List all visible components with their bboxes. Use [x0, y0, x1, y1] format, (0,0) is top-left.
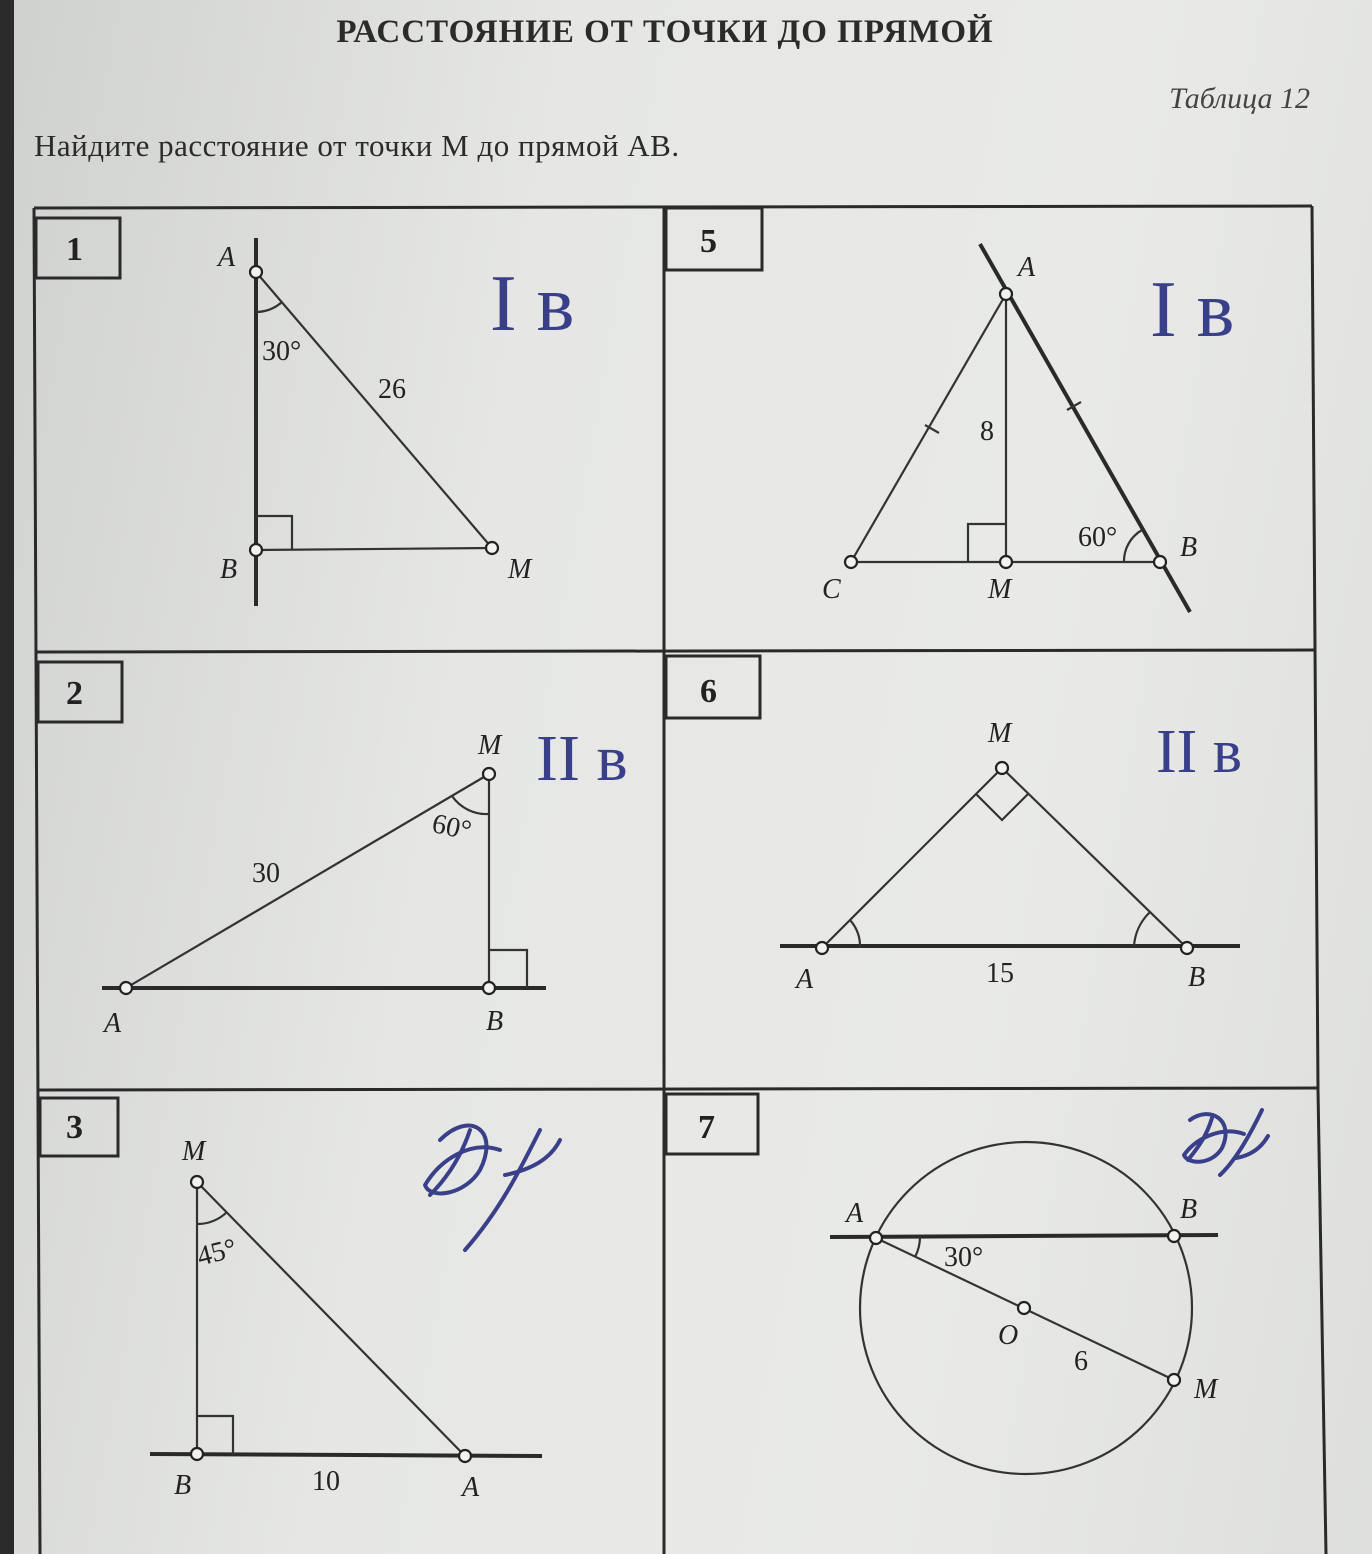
page-title: РАССТОЯНИЕ ОТ ТОЧКИ ДО ПРЯМОЙ: [336, 14, 994, 50]
point-c-label: C: [822, 574, 841, 605]
handwritten-note: I в: [490, 260, 575, 348]
point-a-label: A: [104, 1008, 122, 1039]
point-b-label: B: [174, 1470, 192, 1501]
angle-label: 45°: [194, 1232, 240, 1273]
problem-number-5: 5: [700, 223, 717, 260]
point-b-label: B: [1188, 962, 1206, 993]
figure-3: [150, 1126, 560, 1503]
angle-label: 60°: [429, 808, 475, 847]
handwritten-note: II в: [536, 722, 628, 795]
length-label: 30: [252, 858, 280, 889]
handwritten-mark: [425, 1126, 560, 1250]
length-label: 8: [980, 416, 994, 447]
point-m-label: M: [1194, 1374, 1218, 1405]
point-m-label: M: [508, 554, 532, 585]
point-b-label: B: [1180, 1194, 1198, 1225]
point-m-label: M: [988, 574, 1012, 605]
figure-7: [830, 1110, 1268, 1474]
point-b-label: B: [486, 1006, 504, 1037]
length-label: 26: [378, 374, 406, 405]
point-a-label: A: [462, 1472, 480, 1503]
point-b-label: B: [1180, 532, 1198, 563]
figure-6: [780, 718, 1242, 995]
point-o-label: O: [998, 1320, 1019, 1351]
problem-number-6: 6: [700, 673, 717, 710]
length-label: 6: [1074, 1346, 1088, 1377]
point-a-label: A: [846, 1198, 864, 1229]
point-a-label: A: [218, 242, 236, 273]
handwritten-note: II в: [1156, 718, 1243, 786]
length-label: 10: [312, 1466, 340, 1497]
point-a-label: A: [796, 964, 814, 995]
point-m-label: M: [988, 718, 1012, 749]
angle-label: 30°: [944, 1242, 984, 1273]
problem-number-1: 1: [66, 231, 83, 268]
figure-5: [822, 244, 1234, 612]
point-m-label: M: [478, 730, 502, 761]
figure-1: [216, 238, 574, 606]
point-b-label: B: [220, 554, 238, 585]
problem-number-2: 2: [66, 675, 83, 712]
point-a-label: A: [1018, 252, 1036, 283]
instruction-text: Найдите расстояние от точки M до прямой AB.: [34, 128, 680, 163]
table-label: Таблица 12: [1169, 82, 1310, 115]
length-label: 15: [986, 958, 1014, 989]
angle-label: 60°: [1078, 522, 1118, 553]
problem-number-3: 3: [66, 1109, 83, 1146]
handwritten-note: I в: [1150, 266, 1235, 354]
figure-2: [102, 722, 628, 1039]
problem-number-7: 7: [698, 1109, 715, 1146]
handwritten-mark: [1184, 1110, 1268, 1175]
point-m-label: M: [182, 1136, 206, 1167]
angle-label: 30°: [262, 336, 302, 367]
